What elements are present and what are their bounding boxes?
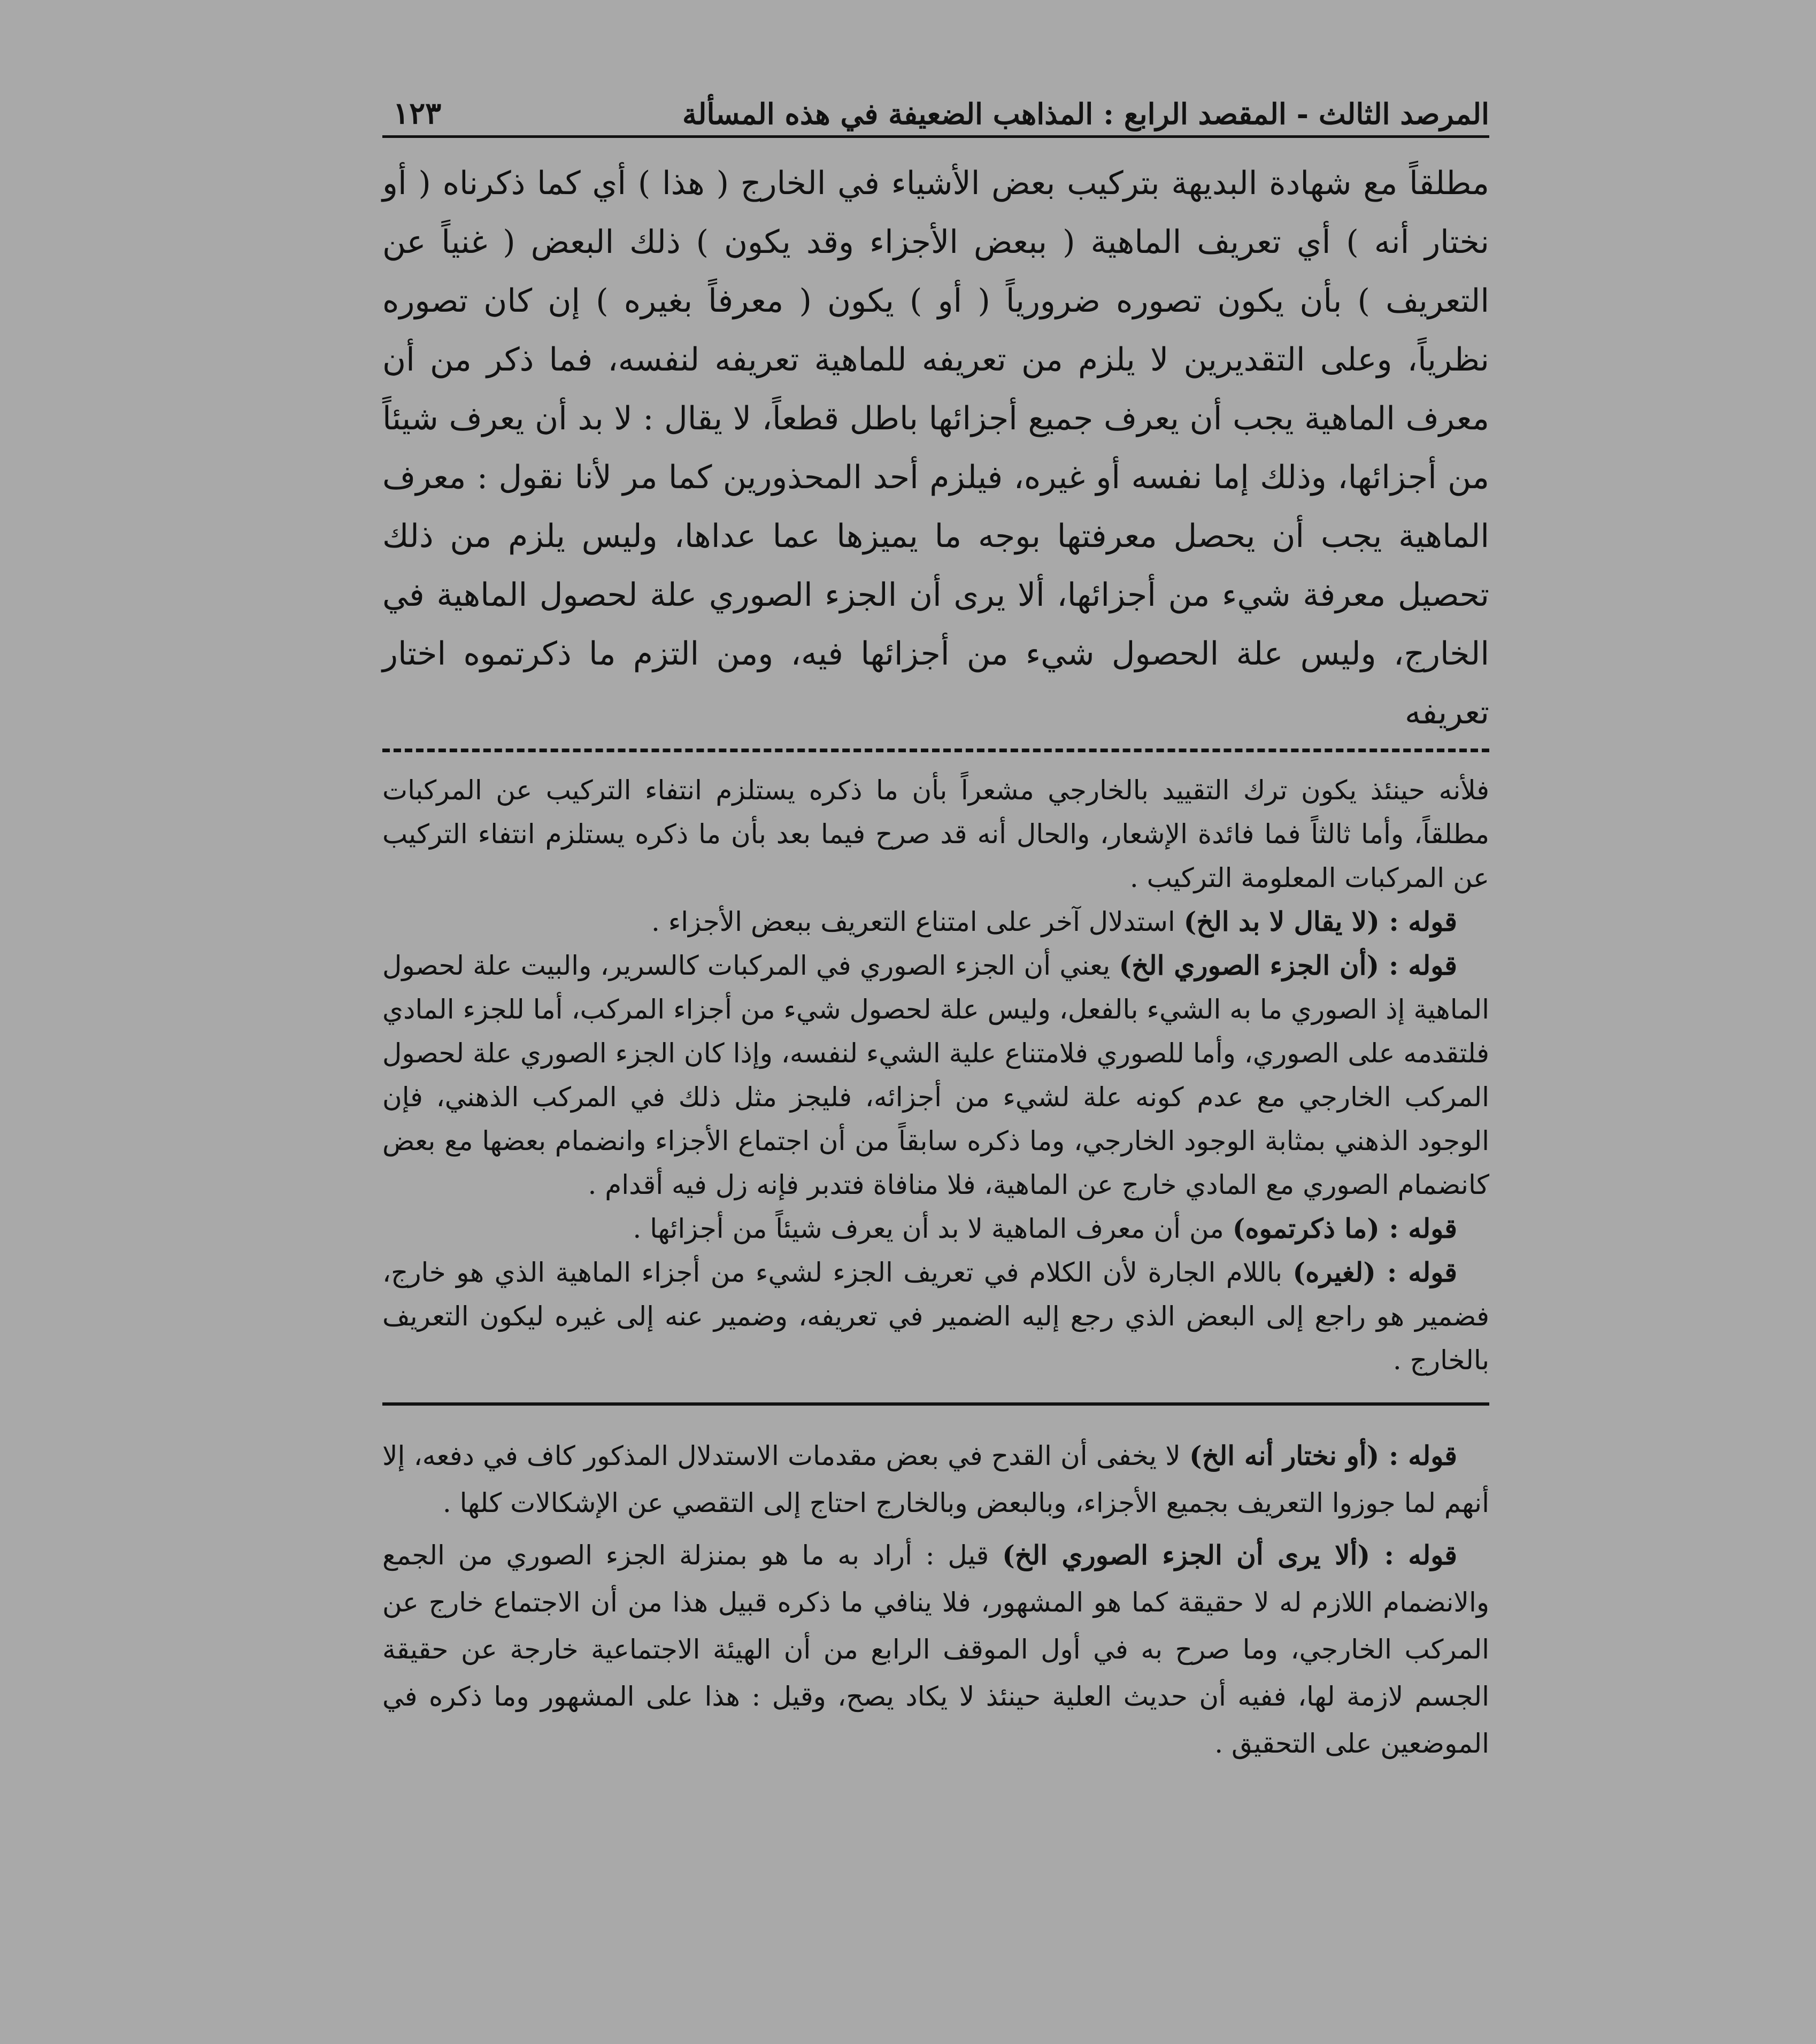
page-number: ١٢٣ [393, 96, 442, 131]
commentary-note [382, 900, 1489, 944]
book-page [382, 80, 1489, 1767]
note-text: لا يخفى أن القدح في بعض مقدمات الاستدلال المذكور كاف في دفعه، إلا أنهم لما جوزوا التعريف بجميع الأجزاء، وبالبعض وبالخارج احتاج إلى التقصي عن الإشكالات كلها . [382, 1440, 1489, 1518]
commentary-note [382, 1251, 1489, 1382]
note-lemma: قوله : (لا يقال لا بد الخ) [1183, 906, 1457, 937]
commentary-note [382, 1532, 1489, 1767]
note-text: قيل : أراد به ما هو بمنزلة الجزء الصوري من الجمع والانضمام اللازم له لا حقيقة كما هو المشهور، فلا ينافي ما ذكره قبيل هذا من أن الاجتماع خارج عن المركب الخارجي، وما صرح به في أول الموقف الرابع من أن الهيئة الاجتماعية خارجة عن حقيقة الجسم لازمة لها، ففيه أن حديث العلية حينئذ لا يكاد يصح، وقيل : هذا على المشهور وما ذكره في الموضعين على التحقيق . [382, 1540, 1489, 1759]
note-text: يعني أن الجزء الصوري في المركبات كالسرير، والبيت علة لحصول الماهية إذ الصوري ما به الشيء بالفعل، وليس علة لحصول شيء من أجزاء المركب، أما للجزء المادي فلتقدمه على الصوري، وأما للصوري فلامتناع علية الشيء لنفسه، وإذا كان الجزء الصوري علة لحصول المركب الخارجي مع عدم كونه علة لشيء من أجزائه، فليجز مثل ذلك في المركب الذهني، فإن الوجود الذهني بمثابة الوجود الخارجي، وما ذكره سابقاً من أن اجتماع الأجزاء وانضمام بعضها مع بعض كانضمام الصوري مع المادي خارج عن الماهية، فلا منافاة فتدبر فإنه زل فيه أقدام . [382, 950, 1489, 1200]
note-lemma: قوله : (أن الجزء الصوري الخ) [1119, 950, 1457, 981]
header-title: المرصد الثالث - المقصد الرابع : المذاهب الضعيفة في هذه المسألة [682, 97, 1489, 131]
note-text: من أن معرف الماهية لا بد أن يعرف شيئاً من أجزائها . [633, 1213, 1233, 1244]
main-text: مطلقاً مع شهادة البديهة بتركيب بعض الأشياء في الخارج ( هذا ) أي كما ذكرناه ( أو نختار أنه ) أي تعريف الماهية ( ببعض الأجزاء وقد يكون ) ذلك البعض ( غنياً عن التعريف ) بأن يكون تصوره ضرورياً ( أو ) يكون ( معرفاً بغيره ) إن كان تصوره نظرياً، وعلى التقديرين لا يلزم من تعريفه للماهية تعريفه لنفسه، فما ذكر من أن معرف الماهية يجب أن يعرف جميع أجزائها باطل قطعاً، لا يقال : لا بد أن يعرف شيئاً من أجزائها، وذلك إما نفسه أو غيره، فيلزم أحد المحذورين كما مر لأنا نقول : معرف الماهية يجب أن يحصل معرفتها بوجه ما يميزها عما عداها، وليس يلزم من ذلك تحصيل معرفة شيء من أجزائها، ألا يرى أن الجزء الصوري علة لحصول الماهية في الخارج، وليس علة الحصول شيء من أجزائها فيه، ومن التزم ما ذكرتموه اختار تعريفه [382, 165, 1489, 731]
note-lemma: قوله : (ألا يرى أن الجزء الصوري الخ) [1002, 1539, 1457, 1571]
commentary-note [382, 1207, 1489, 1251]
dashed-divider [382, 749, 1489, 752]
note-text: استدلال آخر على امتناع التعريف ببعض الأجزاء . [651, 906, 1184, 937]
solid-divider [382, 1402, 1489, 1406]
running-header [382, 80, 1489, 138]
note-lemma: قوله : (أو نختار أنه الخ) [1189, 1440, 1457, 1471]
note-text: باللام الجارة لأن الكلام في تعريف الجزء لشيء من أجزاء الماهية الذي هو خارج، فضمير هو راجع إلى البعض الذي رجع إليه الضمير في تعريفه، وضمير عنه إلى غيره ليكون التعريف بالخارج . [382, 1257, 1489, 1376]
commentary-first [382, 768, 1489, 1382]
commentary-note [382, 944, 1489, 1207]
note-lemma: قوله : (لغيره) [1292, 1256, 1457, 1288]
note-lemma: قوله : (ما ذكرتموه) [1232, 1213, 1457, 1244]
commentary-note [382, 1432, 1489, 1526]
commentary-intro: فلأنه حينئذ يكون ترك التقييد بالخارجي مشعراً بأن ما ذكره يستلزم انتفاء التركيب عن المركبات مطلقاً، وأما ثالثاً فما فائدة الإشعار، والحال أنه قد صرح فيما بعد بأن ما ذكره يستلزم انتفاء التركيب عن المركبات المعلومة التركيب . [382, 775, 1489, 893]
commentary-second [382, 1432, 1489, 1767]
